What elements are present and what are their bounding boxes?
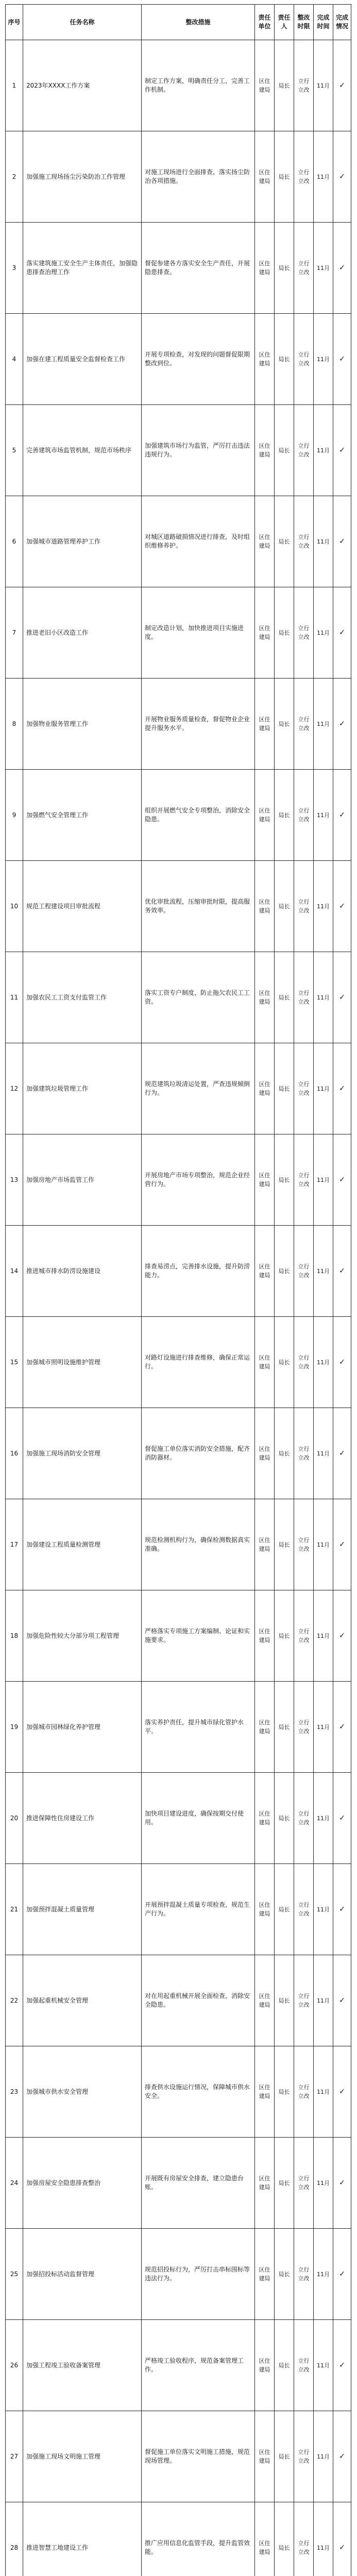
completion-status: ✓ — [333, 40, 351, 131]
responsible-unit: 区住建局 — [255, 2138, 275, 2229]
completion-time: 11月 — [314, 1682, 333, 1773]
table-row — [6, 1955, 351, 2046]
responsible-person: 局长 — [275, 314, 294, 405]
deadline: 立行立改 — [294, 1317, 314, 1408]
responsible-unit: 区住建局 — [255, 1590, 275, 1682]
rectification-measure: 规范招投标行为，严厉打击串标围标等违法行为。 — [142, 2229, 255, 2320]
task-name: 加强危险性较大分部分项工程管理 — [23, 1590, 142, 1682]
completion-status: ✓ — [333, 861, 351, 952]
table-row — [6, 2229, 351, 2320]
task-name: 加强城市道路管理养护工作 — [23, 496, 142, 587]
header-done: 完成时间 — [314, 5, 333, 40]
table-row — [6, 2320, 351, 2411]
responsible-unit: 区住建局 — [255, 1408, 275, 1499]
table-row — [6, 1499, 351, 1590]
responsible-unit: 区住建局 — [255, 1682, 275, 1773]
header-no: 序号 — [6, 5, 23, 40]
row-number: 3 — [6, 223, 23, 314]
row-number: 19 — [6, 1682, 23, 1773]
table-row — [6, 679, 351, 770]
deadline: 立行立改 — [294, 131, 314, 223]
completion-time: 11月 — [314, 1408, 333, 1499]
header-measure: 整改措施 — [142, 5, 255, 40]
completion-status: ✓ — [333, 1590, 351, 1682]
table-row — [6, 587, 351, 679]
responsible-person: 局长 — [275, 1226, 294, 1317]
rectification-measure: 加快项目建设进度，确保按期交付使用。 — [142, 1773, 255, 1864]
task-name: 加强招投标活动监督管理 — [23, 2229, 142, 2320]
table-row — [6, 1317, 351, 1408]
row-number: 28 — [6, 2502, 23, 2576]
completion-status: ✓ — [333, 1226, 351, 1317]
completion-status: ✓ — [333, 587, 351, 679]
completion-time: 11月 — [314, 2411, 333, 2502]
responsible-unit: 区住建局 — [255, 40, 275, 131]
completion-status: ✓ — [333, 2046, 351, 2138]
responsible-person: 局长 — [275, 1317, 294, 1408]
table-row — [6, 770, 351, 861]
row-number: 7 — [6, 587, 23, 679]
table-row — [6, 314, 351, 405]
completion-time: 11月 — [314, 1499, 333, 1590]
task-name: 加强预拌混凝土质量管理 — [23, 1864, 142, 1955]
row-number: 15 — [6, 1317, 23, 1408]
deadline: 立行立改 — [294, 2229, 314, 2320]
deadline: 立行立改 — [294, 2138, 314, 2229]
completion-status: ✓ — [333, 2138, 351, 2229]
task-name: 推进城市排水防涝设施建设 — [23, 1226, 142, 1317]
deadline: 立行立改 — [294, 679, 314, 770]
row-number: 4 — [6, 314, 23, 405]
responsible-unit: 区住建局 — [255, 2411, 275, 2502]
completion-status: ✓ — [333, 1682, 351, 1773]
row-number: 10 — [6, 861, 23, 952]
responsible-person: 局长 — [275, 2138, 294, 2229]
completion-status: ✓ — [333, 1134, 351, 1226]
completion-time: 11月 — [314, 2320, 333, 2411]
table-row — [6, 2502, 351, 2576]
task-name: 推进保障性住房建设工作 — [23, 1773, 142, 1864]
header-status: 完成情况 — [333, 5, 351, 40]
responsible-unit: 区住建局 — [255, 2320, 275, 2411]
responsible-unit: 区住建局 — [255, 2502, 275, 2576]
table-row — [6, 2138, 351, 2229]
completion-status: ✓ — [333, 1499, 351, 1590]
table-row — [6, 1134, 351, 1226]
deadline: 立行立改 — [294, 1043, 314, 1134]
responsible-person: 局长 — [275, 2320, 294, 2411]
rectification-measure: 开展专项检查，对发现的问题督促限期整改到位。 — [142, 314, 255, 405]
table-row — [6, 223, 351, 314]
header-unit: 责任单位 — [255, 5, 275, 40]
responsible-unit: 区住建局 — [255, 770, 275, 861]
responsible-person: 局长 — [275, 1682, 294, 1773]
table-header-row — [6, 5, 351, 40]
deadline: 立行立改 — [294, 1134, 314, 1226]
rectification-measure: 开展物业服务质量检查，督促物业企业提升服务水平。 — [142, 679, 255, 770]
responsible-unit: 区住建局 — [255, 1864, 275, 1955]
deadline: 立行立改 — [294, 223, 314, 314]
responsible-person: 局长 — [275, 1864, 294, 1955]
table-row — [6, 40, 351, 131]
completion-status: ✓ — [333, 223, 351, 314]
completion-status: ✓ — [333, 2229, 351, 2320]
row-number: 12 — [6, 1043, 23, 1134]
row-number: 26 — [6, 2320, 23, 2411]
completion-status: ✓ — [333, 1864, 351, 1955]
completion-time: 11月 — [314, 405, 333, 496]
header-task: 任务名称 — [23, 5, 142, 40]
responsible-unit: 区住建局 — [255, 1499, 275, 1590]
rectification-measure: 对在用起重机械开展全面检查，消除安全隐患。 — [142, 1955, 255, 2046]
table-row — [6, 861, 351, 952]
completion-time: 11月 — [314, 1590, 333, 1682]
deadline: 立行立改 — [294, 952, 314, 1043]
rectification-measure: 规范建筑垃圾清运处置，严查违规倾倒行为。 — [142, 1043, 255, 1134]
task-name: 加强建设工程质量检测管理 — [23, 1499, 142, 1590]
deadline: 立行立改 — [294, 2046, 314, 2138]
task-name: 加强房地产市场监管工作 — [23, 1134, 142, 1226]
header-limit: 整改时限 — [294, 5, 314, 40]
table-row — [6, 2046, 351, 2138]
completion-time: 11月 — [314, 1226, 333, 1317]
responsible-person: 局长 — [275, 2229, 294, 2320]
rectification-measure: 对路灯设施进行排查维修，确保正常运行。 — [142, 1317, 255, 1408]
row-number: 18 — [6, 1590, 23, 1682]
task-name: 完善建筑市场监管机制，规范市场秩序 — [23, 405, 142, 496]
responsible-unit: 区住建局 — [255, 2046, 275, 2138]
deadline: 立行立改 — [294, 40, 314, 131]
row-number: 22 — [6, 1955, 23, 2046]
table-row — [6, 496, 351, 587]
responsible-unit: 区住建局 — [255, 1955, 275, 2046]
task-name: 加强燃气安全管理工作 — [23, 770, 142, 861]
rectification-measure: 严格竣工验收程序，规范备案管理工作。 — [142, 2320, 255, 2411]
rectification-measure: 落实养护责任，提升城市绿化管护水平。 — [142, 1682, 255, 1773]
deadline: 立行立改 — [294, 1682, 314, 1773]
completion-time: 11月 — [314, 496, 333, 587]
rectification-measure: 开展既有房屋安全排查，建立隐患台账。 — [142, 2138, 255, 2229]
responsible-unit: 区住建局 — [255, 952, 275, 1043]
deadline: 立行立改 — [294, 1955, 314, 2046]
row-number: 9 — [6, 770, 23, 861]
responsible-person: 局长 — [275, 1590, 294, 1682]
task-name: 加强施工现场扬尘污染防治工作管理 — [23, 131, 142, 223]
row-number: 2 — [6, 131, 23, 223]
responsible-person: 局长 — [275, 1955, 294, 2046]
rectification-measure: 规范检测机构行为，确保检测数据真实准确。 — [142, 1499, 255, 1590]
completion-time: 11月 — [314, 314, 333, 405]
completion-status: ✓ — [333, 131, 351, 223]
row-number: 24 — [6, 2138, 23, 2229]
deadline: 立行立改 — [294, 405, 314, 496]
table-row — [6, 952, 351, 1043]
completion-status: ✓ — [333, 2320, 351, 2411]
completion-time: 11月 — [314, 1955, 333, 2046]
row-number: 6 — [6, 496, 23, 587]
table-row — [6, 1408, 351, 1499]
responsible-unit: 区住建局 — [255, 405, 275, 496]
completion-time: 11月 — [314, 131, 333, 223]
rectification-measure: 落实工资专户制度，防止拖欠农民工工资。 — [142, 952, 255, 1043]
row-number: 20 — [6, 1773, 23, 1864]
responsible-person: 局长 — [275, 952, 294, 1043]
task-name: 加强城市供水安全管理 — [23, 2046, 142, 2138]
rectification-measure: 加强建筑市场行为监管，严厉打击违法违规行为。 — [142, 405, 255, 496]
responsible-person: 局长 — [275, 131, 294, 223]
completion-status: ✓ — [333, 2502, 351, 2576]
responsible-person: 局长 — [275, 1499, 294, 1590]
responsible-person: 局长 — [275, 1408, 294, 1499]
task-name: 推进智慧工地建设工作 — [23, 2502, 142, 2576]
responsible-unit: 区住建局 — [255, 1134, 275, 1226]
rectification-measure: 开展预拌混凝土质量专项检查，规范生产行为。 — [142, 1864, 255, 1955]
table-row — [6, 1864, 351, 1955]
table-row — [6, 1043, 351, 1134]
task-name: 加强房屋安全隐患排查整治 — [23, 2138, 142, 2229]
responsible-unit: 区住建局 — [255, 1043, 275, 1134]
table-row — [6, 1590, 351, 1682]
task-name: 加强在建工程质量安全监督检查工作 — [23, 314, 142, 405]
responsible-unit: 区住建局 — [255, 496, 275, 587]
completion-time: 11月 — [314, 40, 333, 131]
table-row — [6, 405, 351, 496]
task-name: 加强施工现场文明施工管理 — [23, 2411, 142, 2502]
responsible-unit: 区住建局 — [255, 679, 275, 770]
completion-status: ✓ — [333, 770, 351, 861]
completion-time: 11月 — [314, 2046, 333, 2138]
row-number: 17 — [6, 1499, 23, 1590]
completion-time: 11月 — [314, 2502, 333, 2576]
row-number: 16 — [6, 1408, 23, 1499]
responsible-person: 局长 — [275, 223, 294, 314]
task-name: 加强农民工工资支付监管工作 — [23, 952, 142, 1043]
task-name: 加强工程竣工验收备案管理 — [23, 2320, 142, 2411]
table-row — [6, 2411, 351, 2502]
rectification-measure: 制定工作方案，明确责任分工，完善工作机制。 — [142, 40, 255, 131]
completion-time: 11月 — [314, 1773, 333, 1864]
responsible-person: 局长 — [275, 2411, 294, 2502]
responsible-unit: 区住建局 — [255, 1773, 275, 1864]
completion-status: ✓ — [333, 1043, 351, 1134]
header-person: 责任人 — [275, 5, 294, 40]
rectification-table-sheet — [5, 4, 351, 2576]
responsible-person: 局长 — [275, 770, 294, 861]
completion-status: ✓ — [333, 2411, 351, 2502]
completion-time: 11月 — [314, 587, 333, 679]
row-number: 5 — [6, 405, 23, 496]
deadline: 立行立改 — [294, 861, 314, 952]
completion-status: ✓ — [333, 679, 351, 770]
rectification-measure: 制定改造计划，加快推进项目实施进度。 — [142, 587, 255, 679]
task-name: 加强施工现场消防安全管理 — [23, 1408, 142, 1499]
row-number: 13 — [6, 1134, 23, 1226]
deadline: 立行立改 — [294, 1226, 314, 1317]
row-number: 27 — [6, 2411, 23, 2502]
deadline: 立行立改 — [294, 1864, 314, 1955]
completion-status: ✓ — [333, 952, 351, 1043]
deadline: 立行立改 — [294, 2502, 314, 2576]
rectification-measure: 督促施工单位落实文明施工措施，规范现场管理。 — [142, 2411, 255, 2502]
table-row — [6, 131, 351, 223]
completion-status: ✓ — [333, 496, 351, 587]
table-row — [6, 1773, 351, 1864]
completion-time: 11月 — [314, 2229, 333, 2320]
responsible-unit: 区住建局 — [255, 131, 275, 223]
responsible-person: 局长 — [275, 1134, 294, 1226]
rectification-measure: 排查供水设施运行情况，保障城市供水安全。 — [142, 2046, 255, 2138]
deadline: 立行立改 — [294, 2411, 314, 2502]
deadline: 立行立改 — [294, 587, 314, 679]
task-name: 加强建筑垃圾管理工作 — [23, 1043, 142, 1134]
deadline: 立行立改 — [294, 1773, 314, 1864]
completion-status: ✓ — [333, 1773, 351, 1864]
row-number: 14 — [6, 1226, 23, 1317]
responsible-person: 局长 — [275, 2046, 294, 2138]
rectification-measure: 优化审批流程，压缩审批时限，提高服务效率。 — [142, 861, 255, 952]
task-name: 落实建筑施工安全生产主体责任，加强隐患排查治理工作 — [23, 223, 142, 314]
deadline: 立行立改 — [294, 1408, 314, 1499]
completion-status: ✓ — [333, 405, 351, 496]
rectification-measure: 开展房地产市场专项整治，规范企业经营行为。 — [142, 1134, 255, 1226]
responsible-unit: 区住建局 — [255, 314, 275, 405]
responsible-person: 局长 — [275, 679, 294, 770]
row-number: 8 — [6, 679, 23, 770]
deadline: 立行立改 — [294, 770, 314, 861]
completion-time: 11月 — [314, 770, 333, 861]
rectification-measure: 推广应用信息化监管手段，提升监管效能。 — [142, 2502, 255, 2576]
task-name: 加强城市照明设施维护管理 — [23, 1317, 142, 1408]
completion-status: ✓ — [333, 314, 351, 405]
task-name: 推进老旧小区改造工作 — [23, 587, 142, 679]
responsible-person: 局长 — [275, 1043, 294, 1134]
completion-time: 11月 — [314, 861, 333, 952]
row-number: 1 — [6, 40, 23, 131]
responsible-person: 局长 — [275, 861, 294, 952]
completion-status: ✓ — [333, 1408, 351, 1499]
table-row — [6, 1226, 351, 1317]
completion-time: 11月 — [314, 1864, 333, 1955]
task-name: 规范工程建设项目审批流程 — [23, 861, 142, 952]
responsible-person: 局长 — [275, 1773, 294, 1864]
responsible-person: 局长 — [275, 2502, 294, 2576]
completion-time: 11月 — [314, 679, 333, 770]
deadline: 立行立改 — [294, 2320, 314, 2411]
completion-time: 11月 — [314, 1317, 333, 1408]
responsible-person: 局长 — [275, 587, 294, 679]
row-number: 21 — [6, 1864, 23, 1955]
responsible-person: 局长 — [275, 40, 294, 131]
task-name: 加强城市园林绿化养护管理 — [23, 1682, 142, 1773]
completion-time: 11月 — [314, 2138, 333, 2229]
completion-time: 11月 — [314, 1134, 333, 1226]
responsible-unit: 区住建局 — [255, 223, 275, 314]
deadline: 立行立改 — [294, 1590, 314, 1682]
completion-status: ✓ — [333, 1955, 351, 2046]
rectification-measure: 督促施工单位落实消防安全措施，配齐消防器材。 — [142, 1408, 255, 1499]
rectification-measure: 督促参建各方落实安全生产责任，开展隐患排查。 — [142, 223, 255, 314]
completion-time: 11月 — [314, 952, 333, 1043]
rectification-table — [5, 4, 351, 2576]
responsible-unit: 区住建局 — [255, 2229, 275, 2320]
rectification-measure: 组织开展燃气安全专项整治，消除安全隐患。 — [142, 770, 255, 861]
completion-status: ✓ — [333, 1317, 351, 1408]
task-name: 加强起重机械安全管理 — [23, 1955, 142, 2046]
rectification-measure: 对城区道路破损情况进行排查，及时组织维修养护。 — [142, 496, 255, 587]
completion-time: 11月 — [314, 223, 333, 314]
table-row — [6, 1682, 351, 1773]
task-name: 2023年XXXX工作方案 — [23, 40, 142, 131]
task-name: 加强物业服务管理工作 — [23, 679, 142, 770]
responsible-unit: 区住建局 — [255, 1317, 275, 1408]
rectification-measure: 严格落实专项施工方案编制、论证和实施要求。 — [142, 1590, 255, 1682]
row-number: 23 — [6, 2046, 23, 2138]
deadline: 立行立改 — [294, 314, 314, 405]
responsible-unit: 区住建局 — [255, 1226, 275, 1317]
responsible-person: 局长 — [275, 405, 294, 496]
rectification-measure: 排查易涝点，完善排水设施，提升防涝能力。 — [142, 1226, 255, 1317]
rectification-measure: 对施工现场进行全面排查，落实扬尘防治各项措施。 — [142, 131, 255, 223]
responsible-person: 局长 — [275, 496, 294, 587]
row-number: 11 — [6, 952, 23, 1043]
completion-time: 11月 — [314, 1043, 333, 1134]
responsible-unit: 区住建局 — [255, 861, 275, 952]
deadline: 立行立改 — [294, 496, 314, 587]
responsible-unit: 区住建局 — [255, 587, 275, 679]
deadline: 立行立改 — [294, 1499, 314, 1590]
table-body — [6, 40, 351, 2576]
row-number: 25 — [6, 2229, 23, 2320]
